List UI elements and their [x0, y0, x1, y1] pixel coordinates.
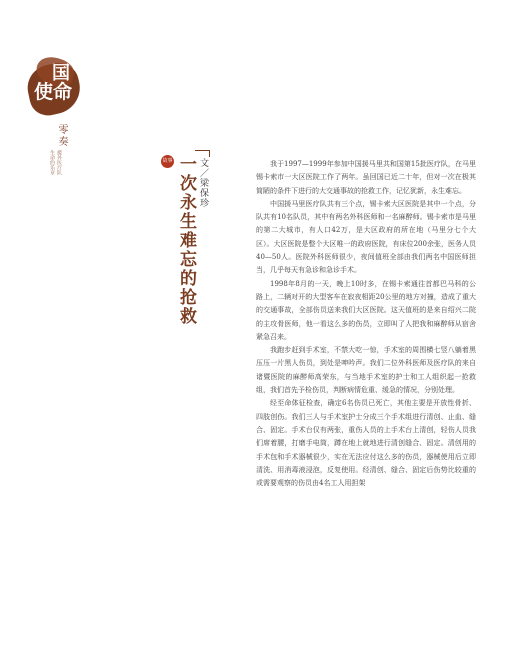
paragraph: 我于1997—1999年参加中国援马里共和国第15批医疗队，在马里锡卡索市一大区医院工作了两年。虽回国已近二十年，但对一次在极其简陋的条件下进行的大交通事故的抢救工作，记忆犹新，永生难忘。: [256, 160, 476, 195]
section-label: 零奏: [56, 124, 67, 148]
paragraph: 中国援马里医疗队共有三个点，锡卡索大区医院是其中一个点，分队共有10名队员，其中有两名外科医师和一名麻醉师。锡卡索市是马里的第二大城市，有人口42万，是大区政府的所在地（马里分七个大区）。大区医院是整个大区唯一的政府医院，有床位200余张，医务人员40—50人。医院外科医师很少，夜间值班全部由我们两名中国医师担当，几乎每天有急诊和急诊手术。: [256, 199, 476, 275]
paragraph: 1998年8月的一天，晚上10时多，在锡卡索通往首都巴马科的公路上，二辆对开的大型客车在寂夜相距20公里的地方对撞，造成了重大的交通事故，全部伤员送来我们大区医院。这天值班的是来自绍兴二院的主攻骨医师，他一看这么多的伤员，立即叫了人把我和麻醉师从宿舍紧急召来。: [256, 279, 476, 341]
article-body: [256, 158, 476, 490]
seal-stamp: [161, 155, 174, 168]
paragraph: 经至命体征检查，确定6名伤员已死亡，其他主要是开放性骨折、四肢创伤。我们三人与手术室护士分成三个手术组进行清创、止血、缝合、固定。手术台仅有两张，重伤人员的上手术台上清创，轻伤人员我们席着腰，打磨手电筒，蹲在地上就地进行清创缝合、固定。清创用的手术包和手术器械很少，实在无法应付这么多的伤员，器械使用后立即清洗、用消毒液浸泡，反复使用。经清创、缝合、固定后伤势比较重的或需要观察的伤员由4名工人用担架: [256, 399, 476, 488]
logo: [28, 58, 82, 122]
logo-char-top: 国: [52, 63, 70, 84]
logo-chars-bottom: 使命: [34, 81, 73, 103]
section-sublabel: 援外医疗队 生命的乐章: [49, 150, 62, 175]
article-title: 一次永生难忘的抢救: [176, 155, 196, 326]
seal-text: 故事: [162, 158, 173, 164]
author-byline: 文／梁保珍: [198, 158, 208, 208]
paragraph: 我跑步赶到手术室，不禁大吃一惊，手术室的周围横七竖八躺着黑压压一片黑人伤员，到处是呻吟声。我们二位外科医师及医疗队的来自诸暨医院的麻醉师高荣东，与当地手术室的护士和工人组织起一抢救组，我们首先予检伤员，判断病情危重、缓急的情况，分别处理。: [256, 346, 476, 395]
